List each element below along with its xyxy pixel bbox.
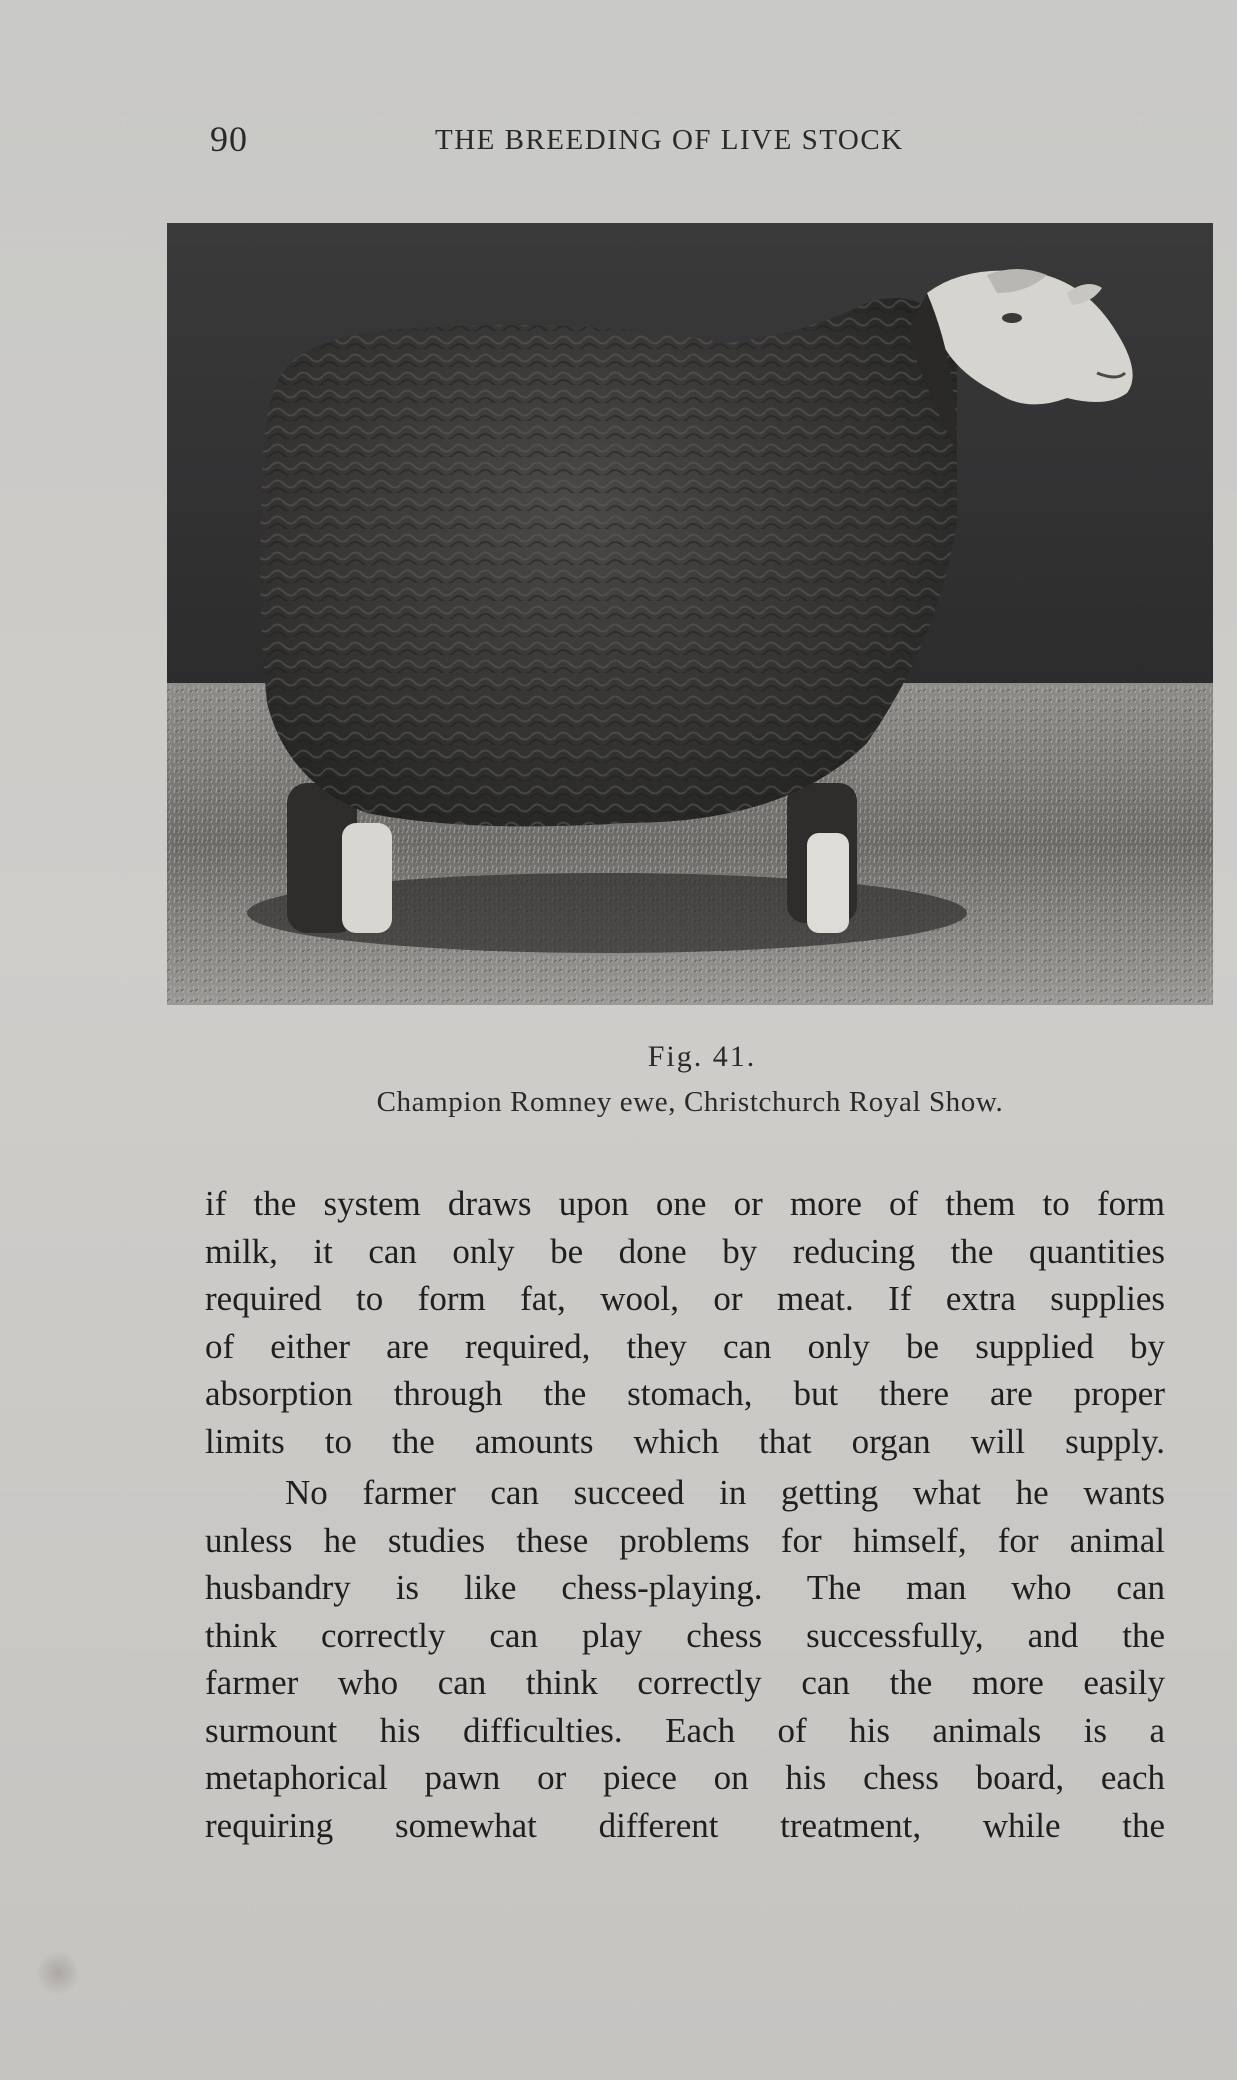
text-line: surmount his difficulties. Each of his animals is a: [205, 1710, 1165, 1750]
body-text: [205, 1180, 1165, 1849]
text-line: farmer who can think correctly can the more easily: [205, 1663, 1165, 1702]
text-line: metaphorical pawn or piece on his chess board, each: [205, 1758, 1165, 1797]
text-line: if the system draws upon one or more of them to form: [205, 1184, 1165, 1223]
running-head: [210, 118, 970, 162]
text-line: requiring somewhat different treatment, while the: [205, 1805, 1165, 1845]
paper-smudge: [38, 1948, 78, 1998]
text-line: unless he studies these problems for himself, for animal: [205, 1520, 1165, 1560]
figure-label: Fig. 41.: [647, 1040, 757, 1073]
figure-caption: Champion Romney ewe, Christchurch Royal Show.: [376, 1086, 1004, 1118]
paragraph-continued: [205, 1180, 1165, 1465]
text-line: milk, it can only be done by reducing the quantities: [205, 1231, 1165, 1271]
text-line: No farmer can succeed in getting what he wants: [285, 1473, 1165, 1512]
text-line: husbandry is like chess-playing. The man who can: [205, 1568, 1165, 1607]
text-line: of either are required, they can only be supplied by: [205, 1326, 1165, 1366]
text-line: absorption through the stomach, but there are proper: [205, 1374, 1165, 1413]
running-title: THE BREEDING OF LIVE STOCK: [435, 124, 904, 156]
paragraph: [205, 1469, 1165, 1849]
text-line: think correctly can play chess successfully, and the: [205, 1615, 1165, 1655]
text-line: limits to the amounts which that organ will supply.: [205, 1421, 1165, 1461]
page-number: 90: [210, 119, 248, 159]
figure-caption-block: [167, 1040, 1213, 1119]
text-line: required to form fat, wool, or meat. If extra supplies: [205, 1279, 1165, 1318]
sheep-photograph: [167, 223, 1213, 1005]
